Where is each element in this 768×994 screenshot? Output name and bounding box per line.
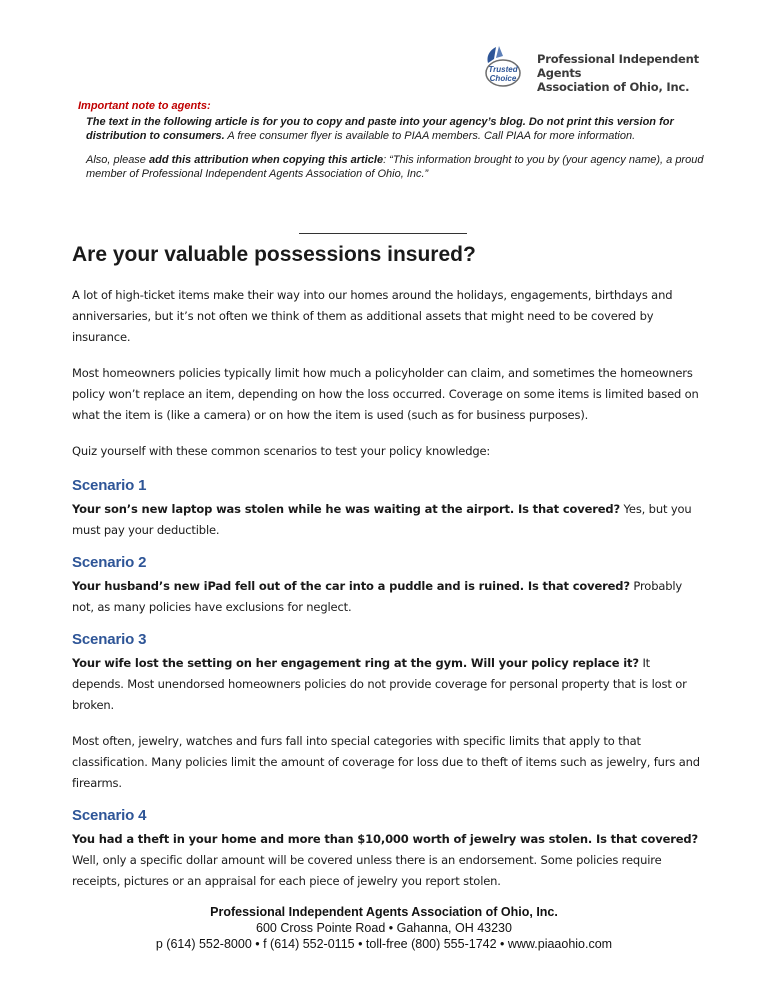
scenario-2-heading: Scenario 2 bbox=[72, 554, 147, 571]
agent-note-paragraph-1 bbox=[86, 115, 718, 143]
badge-line1: Trusted bbox=[488, 65, 518, 74]
agent-note-p2-rest: : “This information brought to you by (your agency name), a proud member of Professional Independent Agents Association of Ohio, Inc.” bbox=[86, 154, 704, 180]
logo-org-line1: Professional Independent Agents bbox=[537, 52, 699, 80]
scenario-3-answer: It depends. Most unendorsed homeowners policies do not provide coverage for personal property that is lost or broken. bbox=[72, 656, 687, 712]
trusted-choice-badge-icon bbox=[482, 44, 536, 88]
logo-org-name bbox=[537, 52, 712, 94]
scenario-1-heading: Scenario 1 bbox=[72, 477, 147, 494]
scenario-1-question: Your son’s new laptop was stolen while he was waiting at the airport. Is that covered? bbox=[72, 502, 621, 516]
agent-note-p2-pre: Also, please bbox=[86, 154, 149, 166]
footer-contact: p (614) 552-8000 • f (614) 552-0115 • toll-free (800) 555-1742 • www.piaaohio.com bbox=[155, 937, 613, 951]
scenario-1-text bbox=[72, 499, 702, 541]
scenario-4-heading: Scenario 4 bbox=[72, 807, 147, 824]
logo-org-line2: Association of Ohio, Inc. bbox=[537, 80, 690, 94]
scenario-4-text bbox=[72, 829, 702, 892]
agent-note-p1-bold: The text in the following article is for you to copy and paste into your agency’s blog. Do not print this version for distribution to consumers. bbox=[86, 116, 674, 142]
agent-note-p2-bold: add this attribution when copying this article bbox=[148, 154, 384, 166]
agent-note-paragraph-2 bbox=[86, 153, 718, 181]
agent-note-p1-rest: A free consumer flyer is available to PIAA members. Call PIAA for more information. bbox=[224, 130, 636, 142]
agent-note-title: Important note to agents: bbox=[78, 100, 211, 112]
scenario-3-text bbox=[72, 653, 702, 716]
divider-rule bbox=[299, 233, 467, 234]
trusted-choice-logo bbox=[482, 44, 712, 94]
scenario-3-question: Your wife lost the setting on her engagement ring at the gym. Will your policy replace it? bbox=[72, 656, 639, 670]
footer-org: Professional Independent Agents Association of Ohio, Inc. bbox=[210, 905, 558, 919]
intro-paragraph-1: A lot of high-ticket items make their way into our homes around the holidays, engagements, birthdays and anniversaries, but it’s not often we think of them as additional assets that might need to be covered by insurance. bbox=[72, 288, 673, 344]
scenario-2-question: Your husband’s new iPad fell out of the car into a puddle and is ruined. Is that covered? bbox=[72, 579, 630, 593]
agent-note bbox=[78, 99, 718, 181]
scenario-2-answer: Probably not, as many policies have exclusions for neglect. bbox=[72, 579, 683, 614]
intro-paragraph-3: Quiz yourself with these common scenarios to test your policy knowledge: bbox=[72, 444, 491, 458]
scenario-1-answer: Yes, but you must pay your deductible. bbox=[72, 502, 692, 537]
footer-address: 600 Cross Pointe Road • Gahanna, OH 43230 bbox=[256, 921, 512, 935]
scenario-3-heading: Scenario 3 bbox=[72, 631, 147, 648]
article-body bbox=[72, 285, 702, 905]
scenario-4-answer: Well, only a specific dollar amount will be covered unless there is an endorsement. Some policies require receipts, pictures or an appraisal for each piece of jewelry you report stolen. bbox=[72, 853, 662, 888]
badge-line2: Choice bbox=[489, 74, 517, 83]
scenario-2-text bbox=[72, 576, 702, 618]
scenario-4-question: You had a theft in your home and more than $10,000 worth of jewelry was stolen. Is that covered? bbox=[72, 832, 699, 846]
intro-paragraph-2: Most homeowners policies typically limit how much a policyholder can claim, and sometimes the homeowners policy won’t replace an item, depending on how the loss occurred. Coverage on some items is limited based on what the item is (like a camera) or on how the item is used (such as for business purposes). bbox=[72, 366, 699, 422]
article-title: Are your valuable possessions insured? bbox=[72, 243, 476, 266]
scenario-3-extra: Most often, jewelry, watches and furs fall into special categories with specific limits that apply to that classification. Many policies limit the amount of coverage for loss due to theft of items such as jewelry, furs and firearms. bbox=[72, 734, 700, 790]
page-footer bbox=[0, 904, 768, 952]
